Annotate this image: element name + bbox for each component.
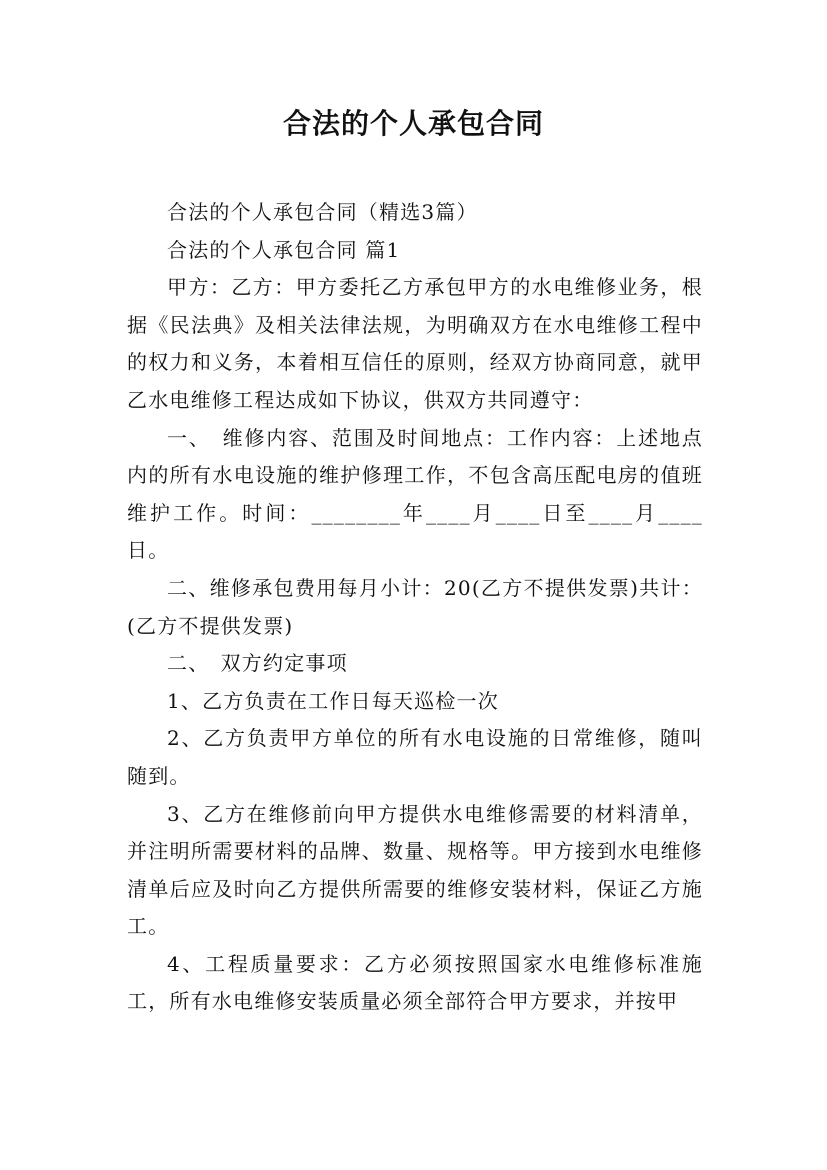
paragraph-clause-heading: 二、 双方约定事项 [167, 651, 348, 676]
paragraph-item-2: 2、乙方负责甲方单位的所有水电设施的日常维修，随叫随到。 [127, 726, 703, 788]
document-title: 合法的个人承包合同 [282, 107, 544, 140]
paragraph-item-1: 1、乙方负责在工作日每天巡检一次 [167, 688, 499, 713]
paragraph-item-3: 3、乙方在维修前向甲方提供水电维修需要的材料清单，并注明所需要材料的品牌、数量、规格等。甲方接到水电维修清单后应及时向乙方提供所需要的维修安装材料，保证乙方施工。 [127, 801, 703, 939]
paragraph-clause-scope: 一、 维修内容、范围及时间地点：工作内容：上述地点内的所有水电设施的维护修理工作，不包含高压配电房的值班维护工作。时间：________年____月____日至____月____日。 [127, 425, 703, 563]
document-body [127, 194, 703, 1021]
paragraph-preamble: 甲方：乙方：甲方委托乙方承包甲方的水电维修业务，根据《民法典》及相关法律法规，为明确双方在水电维修工程中的权力和义务，本着相互信任的原则，经双方协商同意，就甲乙水电维修工程达成如下协议，供双方共同遵守： [127, 275, 703, 412]
paragraph-item-4: 4、工程质量要求：乙方必须按照国家水电维修标准施工，所有水电维修安装质量必须全部符合甲方要求，并按甲 [127, 951, 703, 1014]
paragraph-subtitle: 合法的个人承包合同（精选3篇） [167, 200, 478, 224]
paragraph-section-heading: 合法的个人承包合同 篇1 [167, 237, 401, 262]
paragraph-clause-fee: 二、维修承包费用每月小计：20(乙方不提供发票)共计：(乙方不提供发票) [127, 575, 703, 638]
